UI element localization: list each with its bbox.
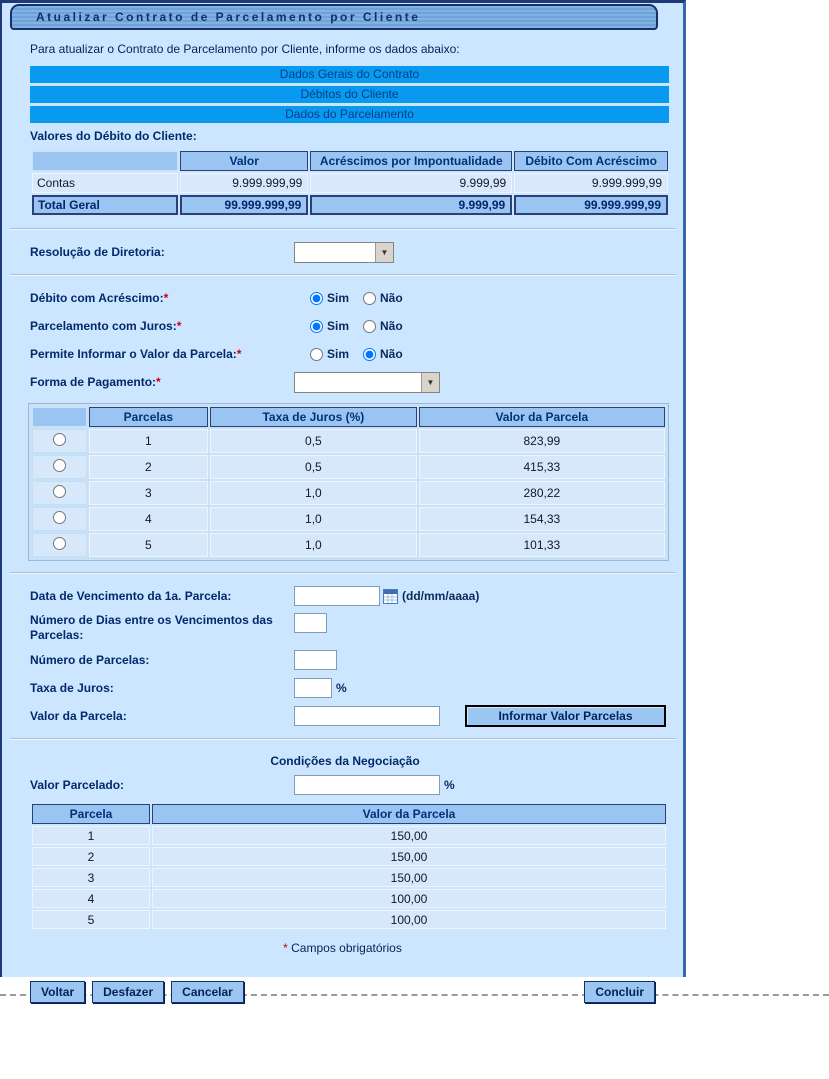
- required-asterisk: *: [163, 291, 169, 305]
- table-row: [32, 889, 666, 908]
- debit-row-valor: 9.999.999,99: [180, 173, 308, 193]
- forma-pagamento-row: [30, 371, 683, 393]
- forma-pagamento-value: [295, 373, 421, 392]
- table-row: [32, 429, 665, 453]
- page-title: Atualizar Contrato de Parcelamento por Cliente: [10, 4, 658, 30]
- required-asterisk: *: [156, 375, 161, 389]
- forma-pagamento-label: Forma de Pagamento:*: [30, 375, 161, 389]
- parcela-taxa: 1,0: [210, 481, 417, 505]
- parcelas-header-parcelas: Parcelas: [89, 407, 208, 427]
- permite-informar-sim-radio[interactable]: [310, 348, 323, 361]
- debit-header-acrescimos: Acréscimos por Impontualidade: [310, 151, 512, 171]
- required-fields-note: * Campos obrigatórios: [283, 941, 402, 955]
- calendar-icon[interactable]: [383, 589, 398, 604]
- section-bar-dados-parcelamento[interactable]: Dados do Parcelamento: [30, 106, 669, 123]
- parcelas-header-valor: Valor da Parcela: [419, 407, 665, 427]
- debit-total-debito: 99.999.999,99: [514, 195, 668, 215]
- data-vencimento-row: [30, 585, 683, 607]
- negociacao-valor: 150,00: [152, 826, 666, 845]
- parcela-select-cell: [32, 507, 87, 531]
- table-row: [32, 173, 668, 193]
- numero-dias-row: [30, 613, 683, 643]
- desfazer-button[interactable]: Desfazer: [92, 981, 164, 1003]
- negociacao-parcela: 2: [32, 847, 150, 866]
- required-asterisk: *: [236, 347, 242, 361]
- negociacao-parcela: 5: [32, 910, 150, 929]
- debit-total-label: Total Geral: [32, 195, 178, 215]
- percent-sign: %: [444, 778, 455, 792]
- parcela-select-cell: [32, 455, 87, 479]
- condicoes-negociacao-title: Condições da Negociação: [270, 754, 420, 768]
- valor-parcela-row: [30, 705, 683, 727]
- parcelamento-juros-sim-radio[interactable]: [310, 320, 323, 333]
- debit-total-valor: 99.999.999,99: [180, 195, 308, 215]
- resolucao-diretoria-value: [295, 243, 375, 262]
- parcela-num: 2: [89, 455, 208, 479]
- numero-parcelas-label: Número de Parcelas:: [30, 653, 150, 667]
- parcela-valor: 823,99: [419, 429, 665, 453]
- debito-acrescimo-nao-radio[interactable]: [363, 292, 376, 305]
- action-buttons-row: [30, 981, 655, 1003]
- table-row: [32, 847, 666, 866]
- taxa-juros-label: Taxa de Juros:: [30, 681, 114, 695]
- valor-parcelado-label: Valor Parcelado:: [30, 778, 125, 792]
- numero-parcelas-row: [30, 649, 683, 671]
- debito-acrescimo-sim-radio[interactable]: [310, 292, 323, 305]
- parcela-num: 3: [89, 481, 208, 505]
- section-bars: [30, 66, 669, 123]
- negociacao-header-parcela: Parcela: [32, 804, 150, 824]
- debit-row-debito: 9.999.999,99: [514, 173, 668, 193]
- negociacao-valor: 150,00: [152, 868, 666, 887]
- forma-pagamento-select[interactable]: [294, 372, 440, 393]
- debit-header-valor: Valor: [180, 151, 308, 171]
- parcela-valor: 154,33: [419, 507, 665, 531]
- debit-values-table: [30, 149, 670, 217]
- radio-nao-label[interactable]: Não: [380, 291, 403, 305]
- resolucao-diretoria-row: [30, 241, 683, 263]
- debit-row-acrescimos: 9.999,99: [310, 173, 512, 193]
- numero-dias-label: Número de Dias entre os Vencimentos das Parcelas:: [30, 613, 273, 642]
- valor-parcela-input[interactable]: [294, 706, 440, 726]
- negociacao-header-valor: Valor da Parcela: [152, 804, 666, 824]
- table-row: [32, 910, 666, 929]
- table-row: [32, 481, 665, 505]
- negociacao-parcela: 1: [32, 826, 150, 845]
- table-row: [32, 868, 666, 887]
- parcela-taxa: 0,5: [210, 455, 417, 479]
- parcelas-header-row: [32, 407, 665, 427]
- chevron-down-icon[interactable]: ▼: [421, 373, 439, 392]
- debit-total-row: [32, 195, 668, 215]
- debito-acrescimo-row: [30, 287, 683, 309]
- negociacao-parcela: 4: [32, 889, 150, 908]
- section-bar-dados-gerais[interactable]: Dados Gerais do Contrato: [30, 66, 669, 83]
- cancelar-button[interactable]: Cancelar: [171, 981, 244, 1003]
- parcela-valor: 280,22: [419, 481, 665, 505]
- debit-header-debito: Débito Com Acréscimo: [514, 151, 668, 171]
- parcela-valor: 101,33: [419, 533, 665, 557]
- parcelamento-juros-label: Parcelamento com Juros:*: [30, 319, 182, 333]
- radio-sim-label[interactable]: Sim: [327, 291, 350, 305]
- parcela-1-radio[interactable]: [53, 433, 66, 446]
- negociacao-table: [30, 802, 668, 931]
- parcelas-header-blank: [32, 407, 87, 427]
- parcela-num: 4: [89, 507, 208, 531]
- table-row: [32, 507, 665, 531]
- table-row: [32, 455, 665, 479]
- voltar-button[interactable]: Voltar: [30, 981, 85, 1003]
- valor-parcelado-input[interactable]: [294, 775, 440, 795]
- required-asterisk: *: [176, 319, 182, 333]
- table-row: [32, 533, 665, 557]
- debito-acrescimo-radios: [310, 291, 413, 305]
- radio-nao-label[interactable]: Não: [380, 319, 403, 333]
- radio-sim-label[interactable]: Sim: [327, 347, 350, 361]
- parcela-2-radio[interactable]: [53, 459, 66, 472]
- parcela-select-cell: [32, 533, 87, 557]
- taxa-juros-row: [30, 677, 683, 699]
- negociacao-parcela: 3: [32, 868, 150, 887]
- negociacao-valor: 150,00: [152, 847, 666, 866]
- parcelas-table-wrapper: [28, 403, 669, 561]
- radio-sim-label[interactable]: Sim: [327, 319, 350, 333]
- debit-row-label: Contas: [32, 173, 178, 193]
- negociacao-header-row: [32, 804, 666, 824]
- negociacao-valor: 100,00: [152, 889, 666, 908]
- permite-informar-radios: [310, 347, 413, 361]
- concluir-button[interactable]: Concluir: [584, 981, 655, 1003]
- informar-valor-parcelas-button[interactable]: Informar Valor Parcelas: [465, 705, 666, 727]
- negociacao-valor: 100,00: [152, 910, 666, 929]
- numero-dias-input[interactable]: [294, 613, 327, 633]
- parcela-num: 1: [89, 429, 208, 453]
- valor-parcela-label: Valor da Parcela:: [30, 709, 127, 723]
- radio-nao-label[interactable]: Não: [380, 347, 403, 361]
- debit-total-acrescimos: 9.999,99: [310, 195, 512, 215]
- parcela-4-radio[interactable]: [53, 511, 66, 524]
- divider: [10, 228, 675, 230]
- parcela-taxa: 1,0: [210, 533, 417, 557]
- intro-text: Para atualizar o Contrato de Parcelamento por Cliente, informe os dados abaixo:: [30, 42, 460, 56]
- permite-informar-label: Permite Informar o Valor da Parcela:*: [30, 347, 242, 361]
- parcela-select-cell: [32, 481, 87, 505]
- permite-informar-row: [30, 343, 683, 365]
- numero-parcelas-input[interactable]: [294, 650, 337, 670]
- debit-header-blank: [32, 151, 178, 171]
- required-asterisk: *: [283, 941, 288, 955]
- debit-table-header-row: [32, 151, 668, 171]
- debit-values-caption: Valores do Débito do Cliente:: [30, 129, 197, 143]
- divider: [10, 572, 675, 574]
- valor-parcelado-row: [30, 774, 683, 796]
- parcelamento-juros-row: [30, 315, 683, 337]
- parcela-taxa: 0,5: [210, 429, 417, 453]
- section-bar-debitos-cliente[interactable]: Débitos do Cliente: [30, 86, 669, 103]
- parcelamento-juros-radios: [310, 319, 413, 333]
- parcelamento-juros-nao-radio[interactable]: [363, 320, 376, 333]
- permite-informar-nao-radio[interactable]: [363, 348, 376, 361]
- debito-acrescimo-label: Débito com Acréscimo:*: [30, 291, 169, 305]
- table-row: [32, 826, 666, 845]
- percent-sign: %: [336, 681, 347, 695]
- taxa-juros-input[interactable]: [294, 678, 332, 698]
- data-vencimento-label: Data de Vencimento da 1a. Parcela:: [30, 589, 232, 603]
- parcela-3-radio[interactable]: [53, 485, 66, 498]
- parcelas-header-taxa: Taxa de Juros (%): [210, 407, 417, 427]
- date-format-hint: (dd/mm/aaaa): [402, 589, 480, 603]
- chevron-down-icon[interactable]: ▼: [375, 243, 393, 262]
- divider: [10, 738, 675, 740]
- parcela-select-cell: [32, 429, 87, 453]
- resolucao-diretoria-label: Resolução de Diretoria:: [30, 245, 165, 259]
- parcela-taxa: 1,0: [210, 507, 417, 531]
- parcela-valor: 415,33: [419, 455, 665, 479]
- resolucao-diretoria-select[interactable]: [294, 242, 394, 263]
- parcela-num: 5: [89, 533, 208, 557]
- data-vencimento-input[interactable]: [294, 586, 380, 606]
- parcelas-table: [30, 405, 667, 559]
- divider: [10, 274, 675, 276]
- parcela-5-radio[interactable]: [53, 537, 66, 550]
